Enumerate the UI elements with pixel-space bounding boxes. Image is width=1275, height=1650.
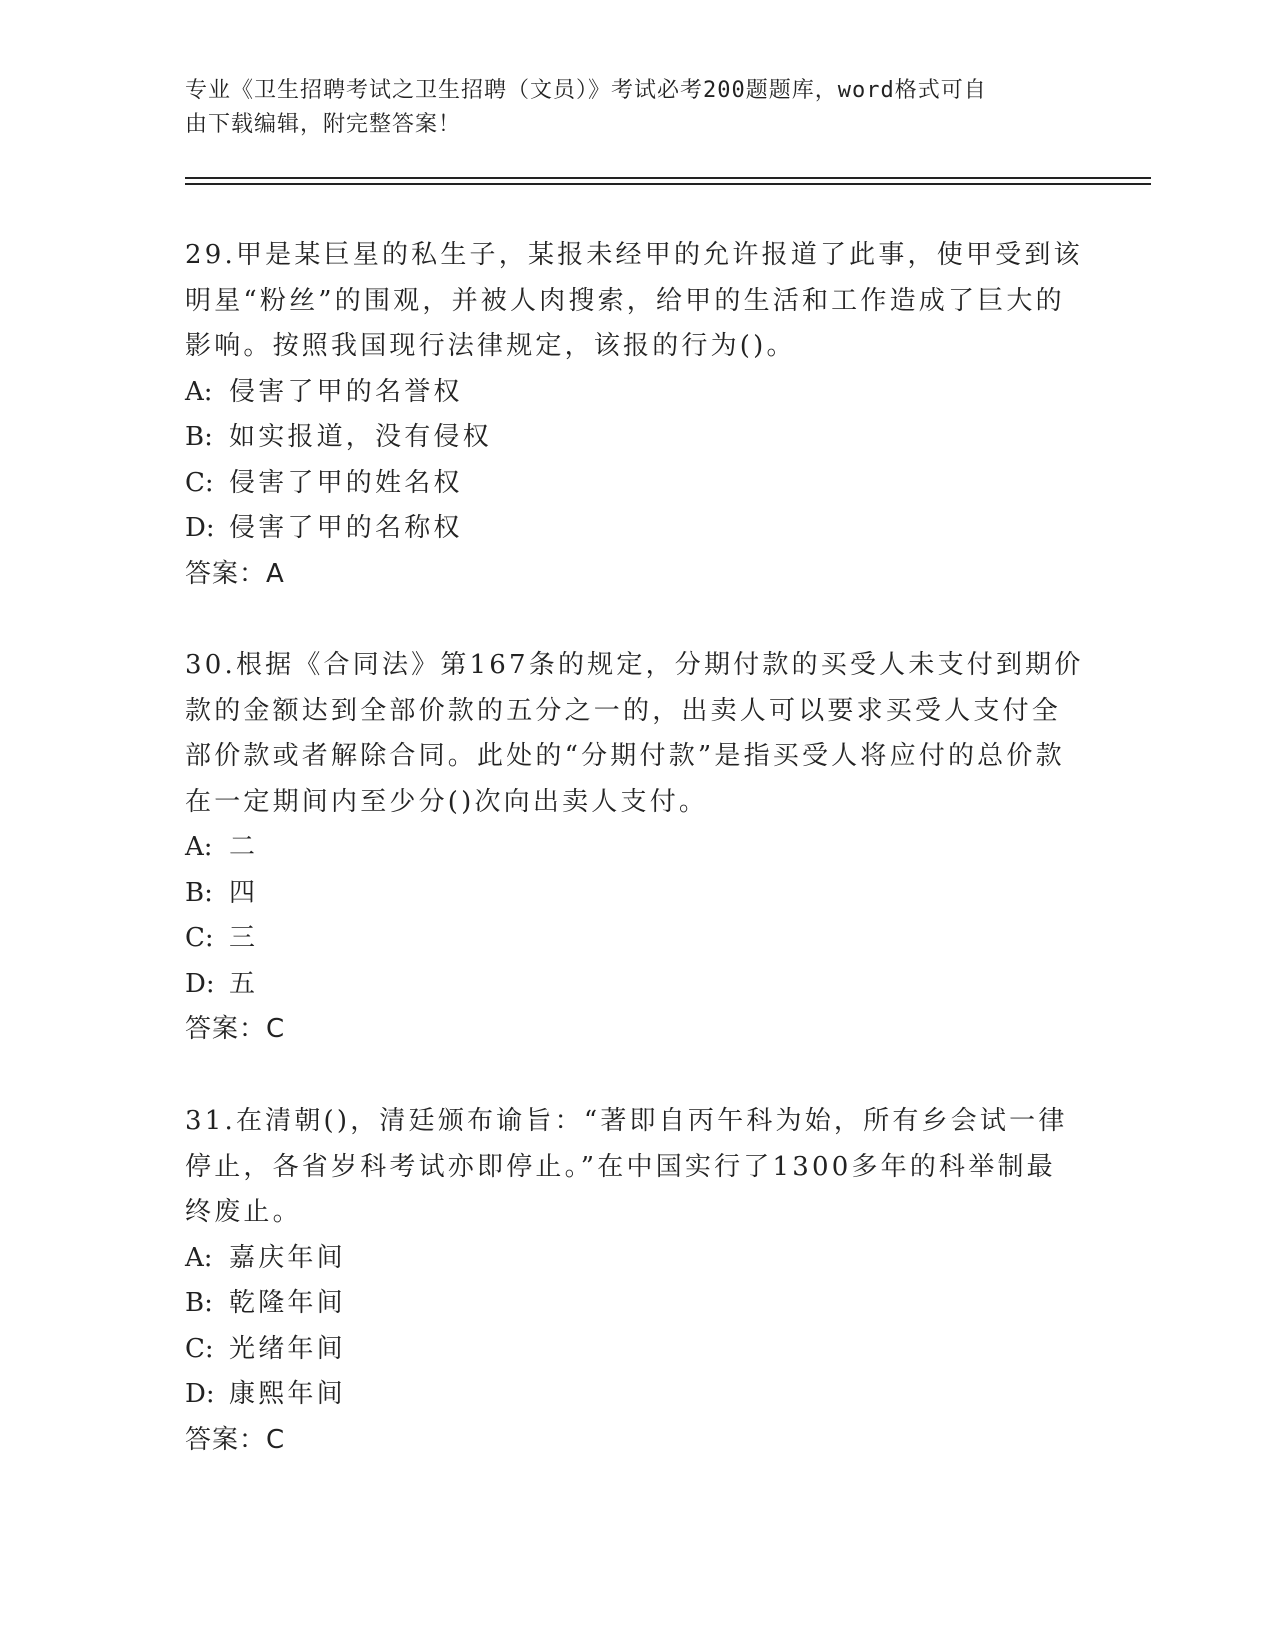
option-c: [185, 461, 1085, 507]
option-a: [185, 1236, 1085, 1282]
option-text: 乾隆年间: [229, 1288, 346, 1318]
answer-line: 答案：A: [185, 558, 285, 589]
option-letter: C:: [185, 467, 214, 498]
question-text: 29.甲是某巨星的私生子，某报未经甲的允许报道了此事，使甲受到该明星“粉丝”的围观，并被人肉搜索，给甲的生活和工作造成了巨大的影响。按照我国现行法律规定，该报的行为()。: [185, 240, 1083, 361]
header-line-1: 专业《卫生招聘考试之卫生招聘（文员）》考试必考200题题库，word格式可自: [185, 78, 987, 103]
option-text: 三: [229, 923, 259, 953]
option-text: 光绪年间: [229, 1333, 346, 1364]
option-text: 如实报道，没有侵权: [229, 422, 492, 452]
question-29: [185, 233, 1085, 597]
option-letter: D:: [185, 513, 215, 543]
question-text: 31.在清朝()，清廷颁布谕旨：“著即自丙午科为始，所有乡会试一律停止，各省岁科考试亦即停止。”在中国实行了1300多年的科举制最终废止。: [185, 1106, 1068, 1227]
option-text: 五: [229, 968, 259, 999]
option-letter: A:: [185, 376, 213, 407]
header-divider-top: [185, 177, 1151, 179]
option-text: 侵害了甲的姓名权: [229, 467, 463, 498]
option-d: [185, 1372, 1085, 1418]
option-a: [185, 825, 1085, 871]
option-c: [185, 1327, 1085, 1373]
option-letter: B:: [185, 422, 213, 452]
option-text: 四: [229, 877, 259, 908]
option-letter: C:: [185, 1333, 214, 1364]
option-letter: B:: [185, 1288, 213, 1318]
option-text: 二: [229, 832, 259, 862]
option-letter: A:: [185, 832, 213, 862]
option-a: [185, 370, 1085, 416]
header-line-2: 由下载编辑，附完整答案！: [185, 112, 462, 137]
option-letter: D:: [185, 968, 215, 999]
option-d: [185, 506, 1085, 552]
document-header: [185, 74, 1065, 142]
option-text: 侵害了甲的名誉权: [229, 376, 463, 407]
answer-line: 答案：C: [185, 1014, 286, 1044]
header-divider-bottom: [185, 183, 1151, 185]
option-letter: B:: [185, 877, 213, 908]
option-b: [185, 415, 1085, 461]
option-letter: C:: [185, 923, 214, 953]
option-c: [185, 916, 1085, 962]
option-b: [185, 1281, 1085, 1327]
option-b: [185, 871, 1085, 917]
option-letter: D:: [185, 1379, 215, 1409]
option-letter: A:: [185, 1242, 213, 1273]
question-text: 30.根据《合同法》第167条的规定，分期付款的买受人未支付到期价款的金额达到全部价款的五分之一的，出卖人可以要求买受人支付全部价款或者解除合同。此处的“分期付款”是指买受人将应付的总价款在一定期间内至少分()次向出卖人支付。: [185, 650, 1084, 817]
answer-line: 答案：C: [185, 1424, 286, 1455]
option-text: 康熙年间: [229, 1379, 346, 1409]
option-text: 嘉庆年间: [229, 1242, 346, 1273]
option-text: 侵害了甲的名称权: [229, 513, 463, 543]
option-d: [185, 962, 1085, 1008]
question-30: [185, 643, 1085, 1053]
question-31: [185, 1099, 1085, 1463]
